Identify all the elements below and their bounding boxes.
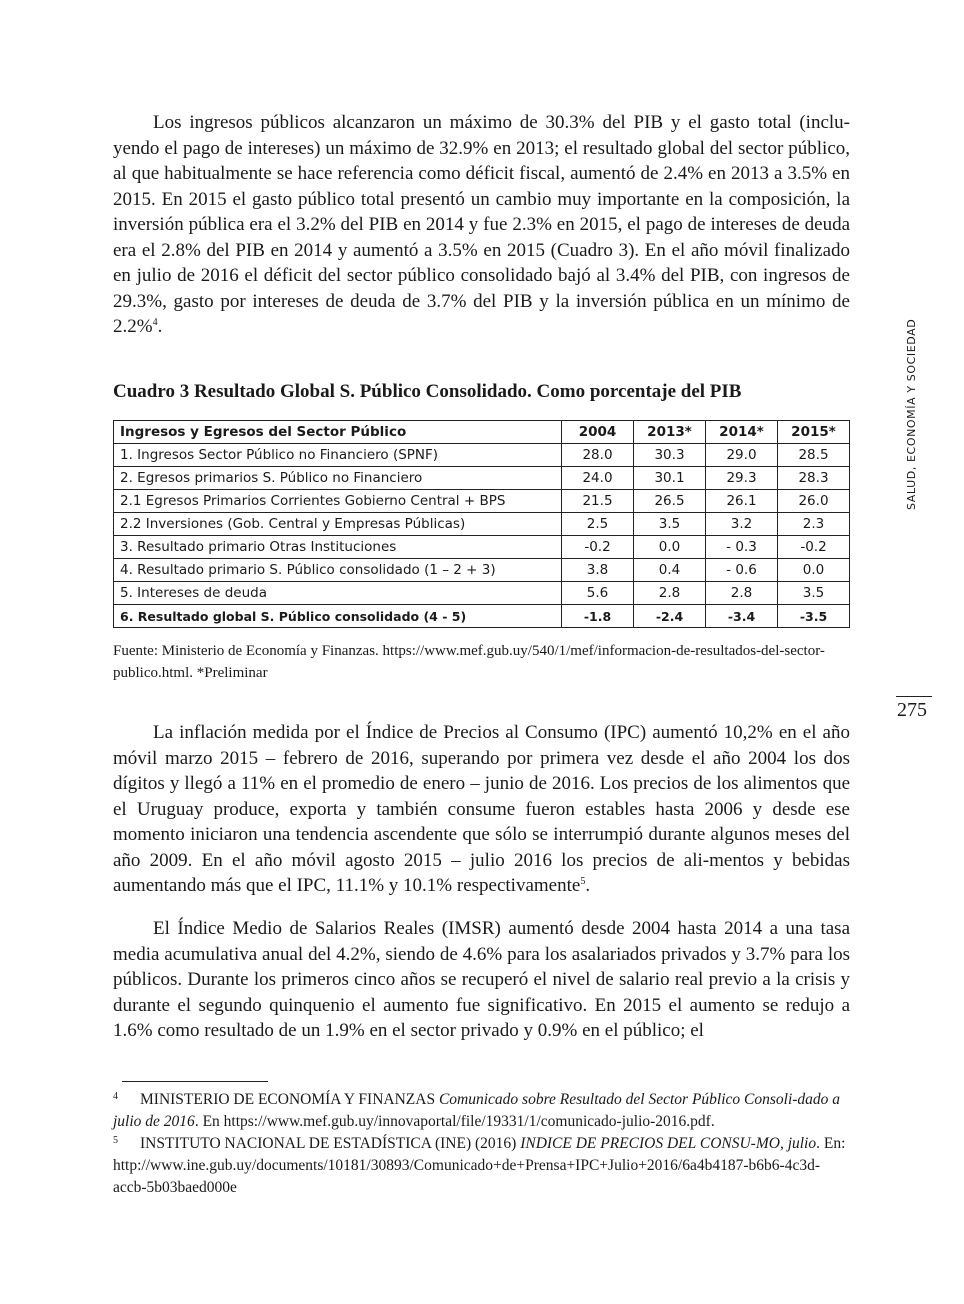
row-label: 2.2 Inversiones (Gob. Central y Empresas Públicas) [114,513,562,536]
row-label: 5. Intereses de deuda [114,582,562,605]
header-cell: 2015* [778,421,850,444]
page-number: 275 [897,699,927,721]
table-row [114,582,850,605]
footnote-mark: 5 [113,1135,118,1146]
cell-value: 28.5 [778,444,850,467]
cell-value: -0.2 [778,536,850,559]
cell-value: 26.1 [706,490,778,513]
paragraph-inflation [113,720,850,899]
footnote-title: Comunicado sobre Resultado del Sector Público Consoli-dado a julio de 2016 [113,1091,841,1130]
footnote-author: MINISTERIO DE ECONOMÍA Y FINANZAS [140,1091,439,1108]
table-caption: Cuadro 3 Resultado Global S. Público Consolidado. Como porcentaje del PIB [113,381,742,402]
cell-value: 3.5 [778,582,850,605]
cell-value: 28.3 [778,467,850,490]
header-cell: 2014* [706,421,778,444]
header-cell: 2013* [634,421,706,444]
row-label: 6. Resultado global S. Público consolidado (4 - 5) [114,605,562,628]
header-cell: Ingresos y Egresos del Sector Público [114,421,562,444]
cell-value: 3.2 [706,513,778,536]
cell-value: 3.5 [634,513,706,536]
cell-value: 5.6 [562,582,634,605]
footnote-ref[interactable]: 4 [152,317,158,328]
cell-value: 29.3 [706,467,778,490]
paragraph-real-wages: El Índice Medio de Salarios Reales (IMSR) aumentó desde 2004 hasta 2014 a una tasa media acumulativa anual del 4.2%, siendo de 4.6% para los asalariados privados y 3.7% para los públicos. Durante los primeros cinco años se recuperó el nivel de salario real previo a la crisis y durante el segundo quinquenio el aumento fue significativo. En 2015 el aumento se redujo a 1.6% como resultado de un 1.9% en el sector privado y 0.9% en el público; el [113,918,850,1041]
table-row [114,467,850,490]
table-source: Fuente: Ministerio de Economía y Finanzas. https://www.mef.gub.uy/540/1/mef/informacion-de-resultados-del-sector-publico.html. *Preliminar [113,643,825,681]
cell-value: 26.5 [634,490,706,513]
footnote-5 [113,1130,850,1199]
cell-value: 28.0 [562,444,634,467]
cell-value: - 0.3 [706,536,778,559]
footnote-title: INDICE DE PRECIOS DEL CONSU-MO, julio [520,1135,817,1152]
cell-value: 2.5 [562,513,634,536]
row-label: 4. Resultado primario S. Público consolidado (1 – 2 + 3) [114,559,562,582]
cell-value: -1.8 [562,605,634,628]
footnote-link[interactable]: . En: http://www.ine.gub.uy/documents/10181/30893/Comunicado+de+Prensa+IPC+Julio+2016/6a4b4187-b6b6-4c3d-accb-5b03baed000e [113,1135,846,1196]
fiscal-results-table [113,420,850,628]
cell-value: 2.3 [778,513,850,536]
row-label: 3. Resultado primario Otras Instituciones [114,536,562,559]
footnote-4 [113,1086,850,1133]
table-row-total [114,605,850,628]
table-row [114,536,850,559]
table-row [114,490,850,513]
table-row [114,513,850,536]
paragraph-end: . [585,875,591,896]
page-number-rule [896,696,932,697]
table-header-row [114,421,850,444]
table-row [114,559,850,582]
cell-value: 2.8 [634,582,706,605]
footnote-link[interactable]: . En https://www.mef.gub.uy/innovaportal/file/19331/1/comunicado-julio-2016.pdf. [194,1113,715,1130]
header-cell: 2004 [562,421,634,444]
cell-value: 24.0 [562,467,634,490]
row-label: 1. Ingresos Sector Público no Financiero (SPNF) [114,444,562,467]
cell-value: -0.2 [562,536,634,559]
cell-value: 30.3 [634,444,706,467]
footnote-ref[interactable]: 5 [580,876,586,887]
cell-value: 0.0 [634,536,706,559]
cell-value: 0.0 [778,559,850,582]
cell-value: 2.8 [706,582,778,605]
footnote-mark: 4 [113,1091,118,1102]
cell-value: 21.5 [562,490,634,513]
cell-value: 30.1 [634,467,706,490]
cell-value: 29.0 [706,444,778,467]
paragraph-public-revenue: Los ingresos públicos alcanzaron un máximo de 30.3% del PIB y el gasto total (inclu-yendo el pago de intereses) un máximo de 32.9% en 2013; el resultado global del sector público, al que habitualmente se hace referencia como déficit fiscal, aumentó de 2.4% en 2013 a 3.5% en 2015. En 2015 el gasto público total presentó un cambio muy importante en la composición, la inversión pública era el 3.2% del PIB en 2014 y fue 2.3% en 2015, el pago de intereses de deuda era el 2.8% del PIB en 2014 y aumentó a 3.5% en 2015 (Cuadro 3). En el año móvil finalizado en julio de 2016 el déficit del sector público consolidado bajó al 3.4% del PIB, con ingresos de 29.3%, gasto por intereses de deuda de 3.7% del PIB y la inversión pública en un mínimo de 2.2%$^4$. [113,112,850,337]
table-row [114,444,850,467]
paragraph-text: Los ingresos públicos alcanzaron un máximo de 30.3% del PIB y el gasto total (inclu-yendo el pago de intereses) un máximo de 32.9% en 2013; el resultado global del sector público, al que habitualmente se hace referencia como déficit fiscal, aumentó de 2.4% en 2013 a 3.5% en 2015. En 2015 el gasto público total presentó un cambio muy importante en la composición, la inversión pública era el 3.2% del PIB en 2014 y fue 2.3% en 2015, el pago de intereses de deuda era el 2.8% del PIB en 2014 y aumentó a 3.5% en 2015 (Cuadro 3). En el año móvil finalizado en julio de 2016 el déficit del sector público consolidado bajó al 3.4% del PIB, con ingresos de 29.3%, gasto por intereses de deuda de 3.7% del PIB y la inversión pública en un mínimo de 2.2% [113,112,850,337]
cell-value: -3.4 [706,605,778,628]
cell-value: - 0.6 [706,559,778,582]
row-label: 2. Egresos primarios S. Público no Financiero [114,467,562,490]
section-side-label: SALUD, ECONOMÍA Y SOCIEDAD [905,318,918,510]
paragraph-text: La inflación medida por el Índice de Precios al Consumo (IPC) aumentó 10,2% en el año móvil marzo 2015 – febrero de 2016, superando por primera vez desde el año 2004 los dos dígitos y llegó a 11% en el promedio de enero – junio de 2016. Los precios de los alimentos que el Uruguay produce, exporta y también consume fueron estables hasta 2006 y desde ese momento iniciaron una tendencia ascendente que sólo se interrumpió durante algunos meses del año 2009. En el año móvil agosto 2015 – julio 2016 los precios de ali-mentos y bebidas aumentando más que el IPC, 11.1% y 10.1% respectivamente [113,722,850,896]
footnote-divider [122,1081,268,1082]
cell-value: -3.5 [778,605,850,628]
cell-value: 26.0 [778,490,850,513]
row-label: 2.1 Egresos Primarios Corrientes Gobierno Central + BPS [114,490,562,513]
footnote-author: INSTITUTO NACIONAL DE ESTADÍSTICA (INE) (2016) [140,1135,521,1152]
cell-value: 0.4 [634,559,706,582]
cell-value: 3.8 [562,559,634,582]
cell-value: -2.4 [634,605,706,628]
